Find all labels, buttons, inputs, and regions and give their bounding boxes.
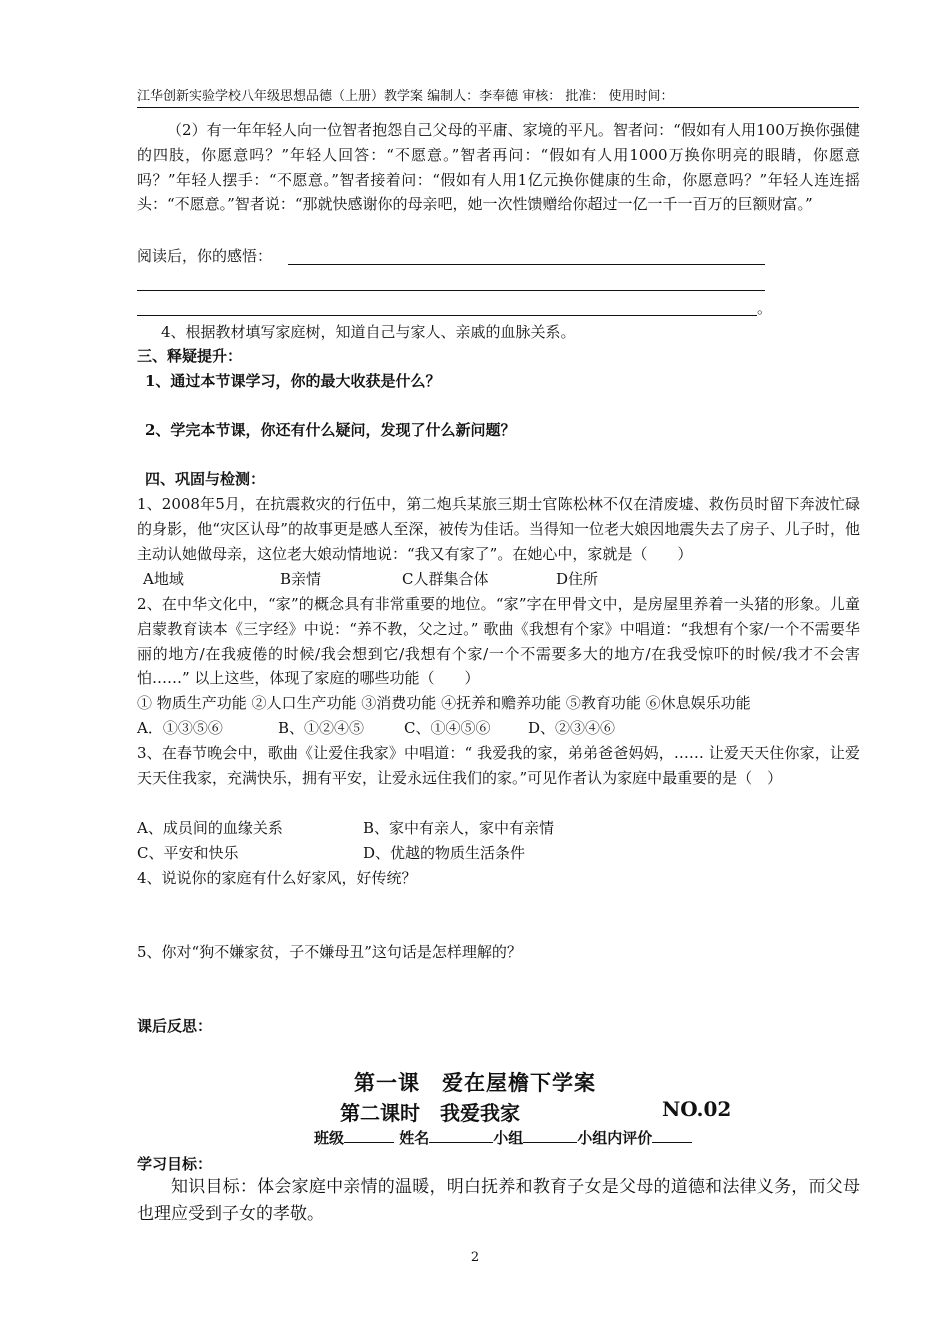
lesson-title: 第一课 爱在屋檐下学案 xyxy=(354,1070,596,1095)
after-class-reflection: 课后反思： xyxy=(137,1017,213,1035)
page-number: 2 xyxy=(470,1250,480,1265)
class-blank[interactable] xyxy=(344,1128,394,1143)
quiz-question-4: 4、说说你的家庭有什么好家风，好传统？ xyxy=(137,869,417,887)
section3-question-2: 2、学完本节课，你还有什么疑问，发现了什么新问题？ xyxy=(145,421,516,439)
option: C人群集合体 xyxy=(402,570,489,588)
objectives-text: 知识目标：体会家庭中亲情的温暖，明白抚养和教育子女是父母的道德和法律义务，而父母也理应受到子女的孝敬。 xyxy=(137,1177,860,1224)
section3-question-1: 1、通过本节课学习，你的最大收获是什么？ xyxy=(145,372,441,390)
lesson-number: NO.02 xyxy=(662,1097,732,1121)
quiz-question-3-options-row1 xyxy=(137,816,554,840)
quiz-question-2: 2、在中华文化中，“家”的概念具有非常重要的地位。“家”字在甲骨文中，是房屋里养着一头猪的形象。儿童启蒙教育读本《三字经》中说：“养不教，父之过。” 歌曲《我想有个家》中唱道：“我想有个家/一个不需要华丽的地方/在我疲倦的时候/我会想到它/我想有个家/一个不需要多大的地方/在我受惊吓的时候/我才不会害怕……” 以上这些，体现了家庭的哪些功能（ ） xyxy=(137,595,860,688)
option: C、①④⑤⑥ xyxy=(404,719,491,737)
lesson-subtitle-text: 第二课时 我爱我家 xyxy=(340,1101,520,1125)
option: A地域 xyxy=(143,570,184,588)
objectives-heading: 学习目标： xyxy=(137,1155,213,1173)
quiz-question-1: 1、2008年5月，在抗震救灾的行伍中，第二炮兵某旅三期士官陈松林不仅在清废墟、救伤员时留下奔波忙碌的身影，他“灾区认母”的故事更是感人至深，被传为佳话。当得知一位老大娘因地震失去了房子、儿子时，他主动认她做母亲，这位老大娘动情地说：“我又有家了”。在她心中，家就是（ ） xyxy=(137,495,860,563)
field-class-label: 班级 xyxy=(314,1129,345,1147)
field-name-label: 姓名 xyxy=(399,1129,430,1147)
option: B、①②④⑤ xyxy=(278,719,365,737)
answer-line xyxy=(137,290,765,291)
end-mark: 。 xyxy=(757,299,773,317)
name-blank[interactable] xyxy=(429,1128,493,1143)
item-4: 4、根据教材填写家庭树，知道自己与家人、亲戚的血脉关系。 xyxy=(161,323,576,341)
answer-line xyxy=(288,264,765,265)
family-functions-list: ① 物质生产功能 ②人口生产功能 ③消费功能 ④抚养和赡养功能 ⑤教育功能 ⑥休息娱乐功能 xyxy=(137,694,751,712)
quiz-question-2-options xyxy=(137,716,615,740)
option: B、家中有亲人，家中有亲情 xyxy=(363,819,555,837)
quiz-question-3: 3、在春节晚会中，歌曲《让爱住我家》中唱道：“ 我爱我的家，弟弟爸爸妈妈，…… 让爱天天住你家，让爱天天住我家，充满快乐，拥有平安，让爱永远住我们的家。”可见作者认为家庭中最重要的是（ ） xyxy=(137,744,860,787)
page-header: 江华创新实验学校八年级思想品德（上册）教学案 编制人：李奉德 审核： 批准： 使用时间： xyxy=(137,88,859,108)
quiz-question-5: 5、你对“狗不嫌家贫，子不嫌母丑”这句话是怎样理解的？ xyxy=(137,943,522,961)
section-heading-4: 四、巩固与检测： xyxy=(145,470,266,488)
lesson-subtitle xyxy=(340,1097,732,1126)
reflection-prompt: 阅读后，你的感悟： xyxy=(137,247,273,265)
option: D、优越的物质生活条件 xyxy=(363,844,526,862)
option: B亲情 xyxy=(280,570,322,588)
story-paragraph: （2）有一年年轻人向一位智者抱怨自己父母的平庸、家境的平凡。智者问：“假如有人用100万换你强健的四肢，你愿意吗？”年轻人回答：“不愿意。”智者再问：“假如有人用1000万换你明亮的眼睛，你愿意吗？”年轻人摆手：“不愿意。”智者接着问：“假如有人用1亿元换你健康的生命，你愿意吗？”年轻人连连摇头：“不愿意。”智者说：“那就快感谢你的母亲吧，她一次性馈赠给你超过一亿一千一百万的巨额财富。” xyxy=(137,121,860,214)
group-blank[interactable] xyxy=(523,1128,577,1143)
field-group-label: 小组 xyxy=(493,1129,524,1147)
field-evaluation-label: 小组内评价 xyxy=(577,1129,653,1147)
option: C、平安和快乐 xyxy=(137,844,239,862)
section-heading-3: 三、释疑提升： xyxy=(137,347,243,365)
quiz-question-1-options xyxy=(143,567,598,591)
quiz-question-3-options-row2 xyxy=(137,841,525,865)
option: A、成员间的血缘关系 xyxy=(137,819,283,837)
option: D住所 xyxy=(556,570,599,588)
answer-line xyxy=(137,315,757,316)
student-info-fields xyxy=(314,1127,692,1148)
evaluation-blank[interactable] xyxy=(652,1128,692,1143)
option: A．①③⑤⑥ xyxy=(137,719,223,737)
option: D、②③④⑥ xyxy=(528,719,616,737)
